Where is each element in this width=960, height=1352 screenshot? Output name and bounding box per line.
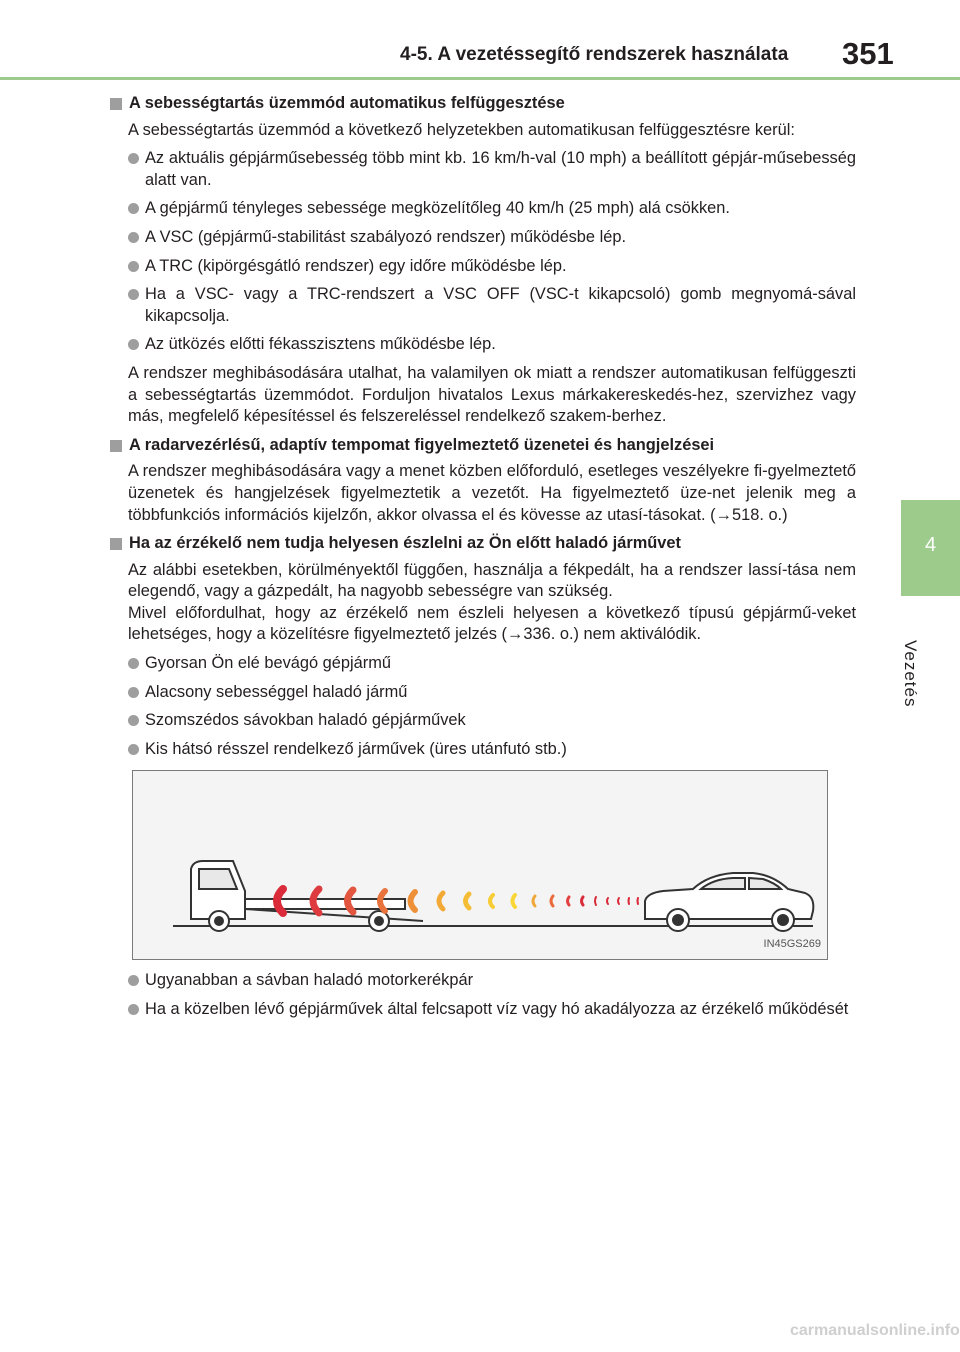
section-heading: A sebességtartás üzemmód automatikus felfüggesztése <box>110 93 856 115</box>
figure-code: IN45GS269 <box>763 937 821 950</box>
list-item: Ha a közelben lévő gépjárművek által felcsapott víz vagy hó akadályozza az érzékelő működését <box>110 999 856 1021</box>
circle-bullet-icon <box>128 153 139 164</box>
circle-bullet-icon <box>128 658 139 669</box>
paragraph: Mivel előfordulhat, hogy az érzékelő nem észleli helyesen a következő típusú gépjármű-veket lehetséges, hogy a közelítésre figyelmeztető jelzés (→336. o.) nem aktiválódik. <box>128 603 856 644</box>
header-divider <box>0 77 960 80</box>
circle-bullet-icon <box>128 232 139 243</box>
chapter-number: 4 <box>924 534 937 556</box>
list-item: Gyorsan Ön elé bevágó gépjármű <box>110 653 856 675</box>
list-item: A gépjármű tényleges sebessége megközelítőleg 40 km/h (25 mph) alá csökken. <box>110 198 856 220</box>
paragraph: A sebességtartás üzemmód a következő helyzetekben automatikusan felfüggesztésre kerül: <box>128 120 795 139</box>
list-item: Ugyanabban a sávban haladó motorkerékpár <box>110 970 856 992</box>
circle-bullet-icon <box>128 715 139 726</box>
radar-illustration <box>132 770 828 960</box>
page-number: 351 <box>842 36 894 71</box>
sedan-car <box>645 873 813 931</box>
list-item: Az aktuális gépjárműsebesség több mint kb. 16 km/h-val (10 mph) a beállított gépjár-műsebesség alatt van. <box>110 148 856 191</box>
paragraph: A rendszer meghibásodására vagy a menet közben előforduló, esetleges veszélyekre fi-gyelmeztető üzenetek és hangjelzések figyelmeztetik a vezetőt. Ha figyelmeztető üze-net jelenik meg a többfunkciós információs kijelzőn, akkor olvassa el és kövesse az utasí-tásokat. (→518. o.) <box>128 462 856 524</box>
circle-bullet-icon <box>128 975 139 986</box>
circle-bullet-icon <box>128 1004 139 1015</box>
square-bullet-icon <box>110 538 122 550</box>
header-title: 4-5. A vezetéssegítő rendszerek használata <box>400 44 789 65</box>
list-item: Kis hátsó résszel rendelkező járművek (üres utánfutó stb.) <box>110 739 856 761</box>
truck <box>191 861 423 931</box>
circle-bullet-icon <box>128 687 139 698</box>
list-item: Ha a VSC- vagy a TRC-rendszert a VSC OFF (VSC-t kikapcsoló) gomb megnyomá-sával kikapcsolja. <box>110 284 856 327</box>
circle-bullet-icon <box>128 744 139 755</box>
list-item: A VSC (gépjármű-stabilitást szabályozó rendszer) működésbe lép. <box>110 227 856 249</box>
chapter-label: Vezetés <box>901 640 920 708</box>
square-bullet-icon <box>110 98 122 110</box>
list-item: A TRC (kipörgésgátló rendszer) egy időre működésbe lép. <box>110 256 856 278</box>
list-item: Az ütközés előtti fékasszisztens működésbe lép. <box>110 334 856 356</box>
list-item: Alacsony sebességgel haladó jármű <box>110 682 856 704</box>
circle-bullet-icon <box>128 261 139 272</box>
list-item: Szomszédos sávokban haladó gépjárművek <box>110 710 856 732</box>
section-heading: A radarvezérlésű, adaptív tempomat figyelmeztető üzenetei és hangjelzései <box>110 435 856 457</box>
circle-bullet-icon <box>128 289 139 300</box>
square-bullet-icon <box>110 440 122 452</box>
section-heading: Ha az érzékelő nem tudja helyesen észlelni az Ön előtt haladó járművet <box>110 533 856 555</box>
circle-bullet-icon <box>128 339 139 350</box>
circle-bullet-icon <box>128 203 139 214</box>
page-content <box>110 93 856 1028</box>
paragraph: A rendszer meghibásodására utalhat, ha valamilyen ok miatt a rendszer automatikusan felfüggeszti a sebességtartás üzemmódot. Forduljon hivatalos Lexus márkakereskedés-hez, szervizhez vagy más, megfelelő képesítéssel és felszereléssel rendelkező szakem-berhez. <box>128 363 856 426</box>
watermark: carmanualsonline.info <box>790 1322 960 1339</box>
truck-radar-car-drawing <box>133 771 827 959</box>
paragraph: Az alábbi esetekben, körülményektől függően, használja a fékpedált, ha a rendszer lassí-tása nem elegendő, vagy a gázpedált, ha nagyobb sebességre van szükség. <box>128 560 856 601</box>
